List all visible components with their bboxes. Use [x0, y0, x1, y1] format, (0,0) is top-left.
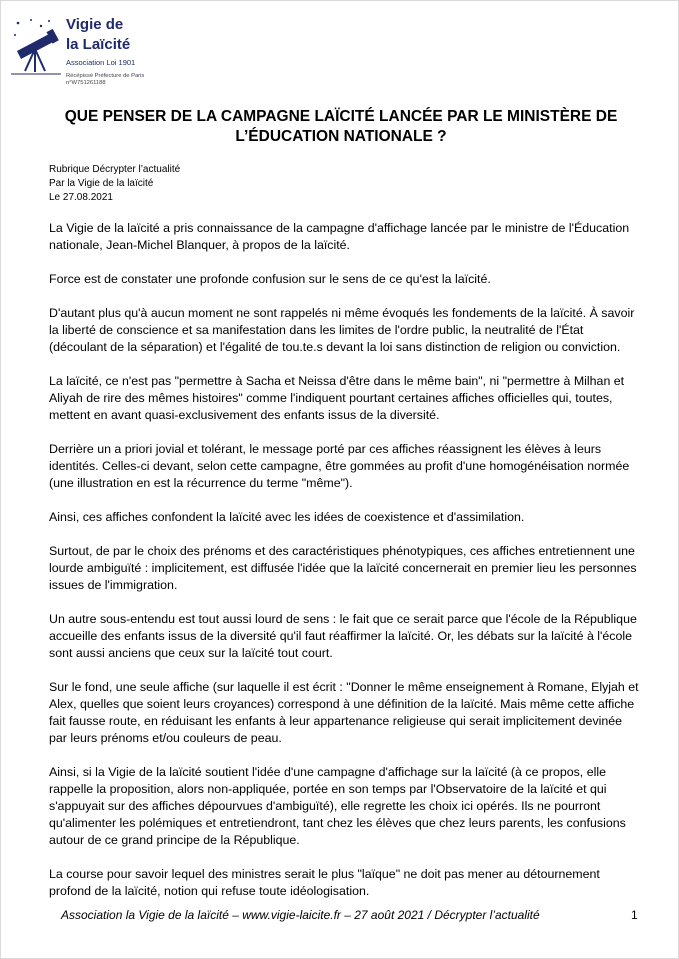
meta-author: Par la Vigie de la laïcité: [49, 178, 154, 189]
title-line1: QUE PENSER DE LA CAMPAGNE LAÏCITÉ LANCÉE PAR LE MINISTÈRE DE: [64, 108, 618, 125]
logo-subtitle: Association Loi 1901: [66, 58, 136, 67]
paragraph: D'autant plus qu'à aucun moment ne sont rappelés ni même évoqués les fondements de la laïcité. À savoir la liberté de conscience et sa manifestation dans les limites de l'ordre public, la neutralité de l'État (découlant de la séparation) et l'égalité de tou.te.s devant la loi sans distinction de religion ou conviction.: [49, 306, 635, 354]
meta-rubrique: Rubrique Décrypter l’actualité: [49, 164, 181, 175]
title-line2: L’ÉDUCATION NATIONALE ?: [235, 128, 447, 145]
logo-registration: [66, 73, 144, 87]
logo-name: [66, 15, 130, 55]
page-footer: Association la Vigie de la laïcité – www.vigie-laicite.fr – 27 août 2021 / Décrypter l’actualité: [61, 908, 540, 922]
paragraph: Ainsi, ces affiches confondent la laïcité avec les idées de coexistence et d'assimilation.: [49, 510, 525, 524]
logo: [11, 11, 171, 91]
page-number: 1: [631, 908, 638, 922]
document-body: [49, 220, 639, 917]
logo-registration-line2: n°W751261188: [66, 80, 106, 86]
paragraph: Force est de constater une profonde confusion sur le sens de ce qu'est la laïcité.: [49, 272, 491, 286]
document-title: [41, 107, 641, 147]
paragraph: Un autre sous-entendu est tout aussi lourd de sens : le fait que ce serait parce que l'école de la République accueille des enfants issus de la diversité qu'il faut réaffirmer la laïcité. Or, les débats sur la laïcité à l'école sont aussi anciens que ceux sur la laïcité tout court.: [49, 612, 637, 660]
document-meta: [49, 163, 180, 205]
paragraph: La Vigie de la laïcité a pris connaissance de la campagne d'affichage lancée par le ministre de l'Éducation nationale, Jean-Michel Blanquer, à propos de la laïcité.: [49, 221, 630, 252]
telescope-icon: [11, 17, 63, 77]
logo-registration-line1: Récépissé Préfecture de Paris: [66, 73, 145, 79]
paragraph: Derrière un a priori jovial et tolérant, le message porté par ces affiches réassignent les élèves à leurs identités. Celles-ci devant, selon cette campagne, être gommées au profit d'une homogénéisation normée (une illustration en est la récurrence du terme "même").: [49, 442, 630, 490]
logo-name-line2: la Laïcité: [66, 36, 131, 53]
meta-date: Le 27.08.2021: [49, 192, 113, 203]
logo-name-line1: Vigie de: [66, 16, 124, 33]
paragraph: Ainsi, si la Vigie de la laïcité soutient l'idée d'une campagne d'affichage sur la laïcité (à ce propos, elle rappelle la proposition, alors non-appliquée, portée en son temps par l'Observatoire de la laïcité et qui s'appuyait sur des affiches dépourvues d'ambiguïté), elle regrette les choix ici opérés. Ils ne pourront qu'alimenter les polémiques et entretiendront, tant chez les élèves que chez leurs parents, les confusions autour de ce grand principe de la République.: [49, 765, 626, 847]
paragraph: La course pour savoir lequel des ministres serait le plus "laïque" ne doit pas mener au détournement profond de la laïcité, notion qui refuse toute idéologisation.: [49, 867, 600, 898]
paragraph: La laïcité, ce n'est pas "permettre à Sacha et Neissa d'être dans le même bain", ni "permettre à Milhan et Aliyah de rire des mêmes histoires" comme l'indiquent pourtant certaines affiches officielles qui, toutes, mettent en avant quasi-exclusivement des enfants issus de la diversité.: [49, 374, 625, 422]
paragraph: Surtout, de par le choix des prénoms et des caractéristiques phénotypiques, ces affiches entretiennent une lourde ambiguïté : implicitement, est diffusée l'idée que la laïcité concernerait en premier lieu les personnes issues de l'immigration.: [49, 544, 637, 592]
paragraph: Sur le fond, une seule affiche (sur laquelle il est écrit : "Donner le même enseignement à Romane, Elyjah et Alex, quelles que soient leurs croyances) correspond à une définition de la laïcité. Mais même cette affiche fait fausse route, en réduisant les enfants à leur appartenance religieuse qui serait implicitement devinée par leurs prénoms et/ou couleurs de peau.: [49, 680, 639, 745]
